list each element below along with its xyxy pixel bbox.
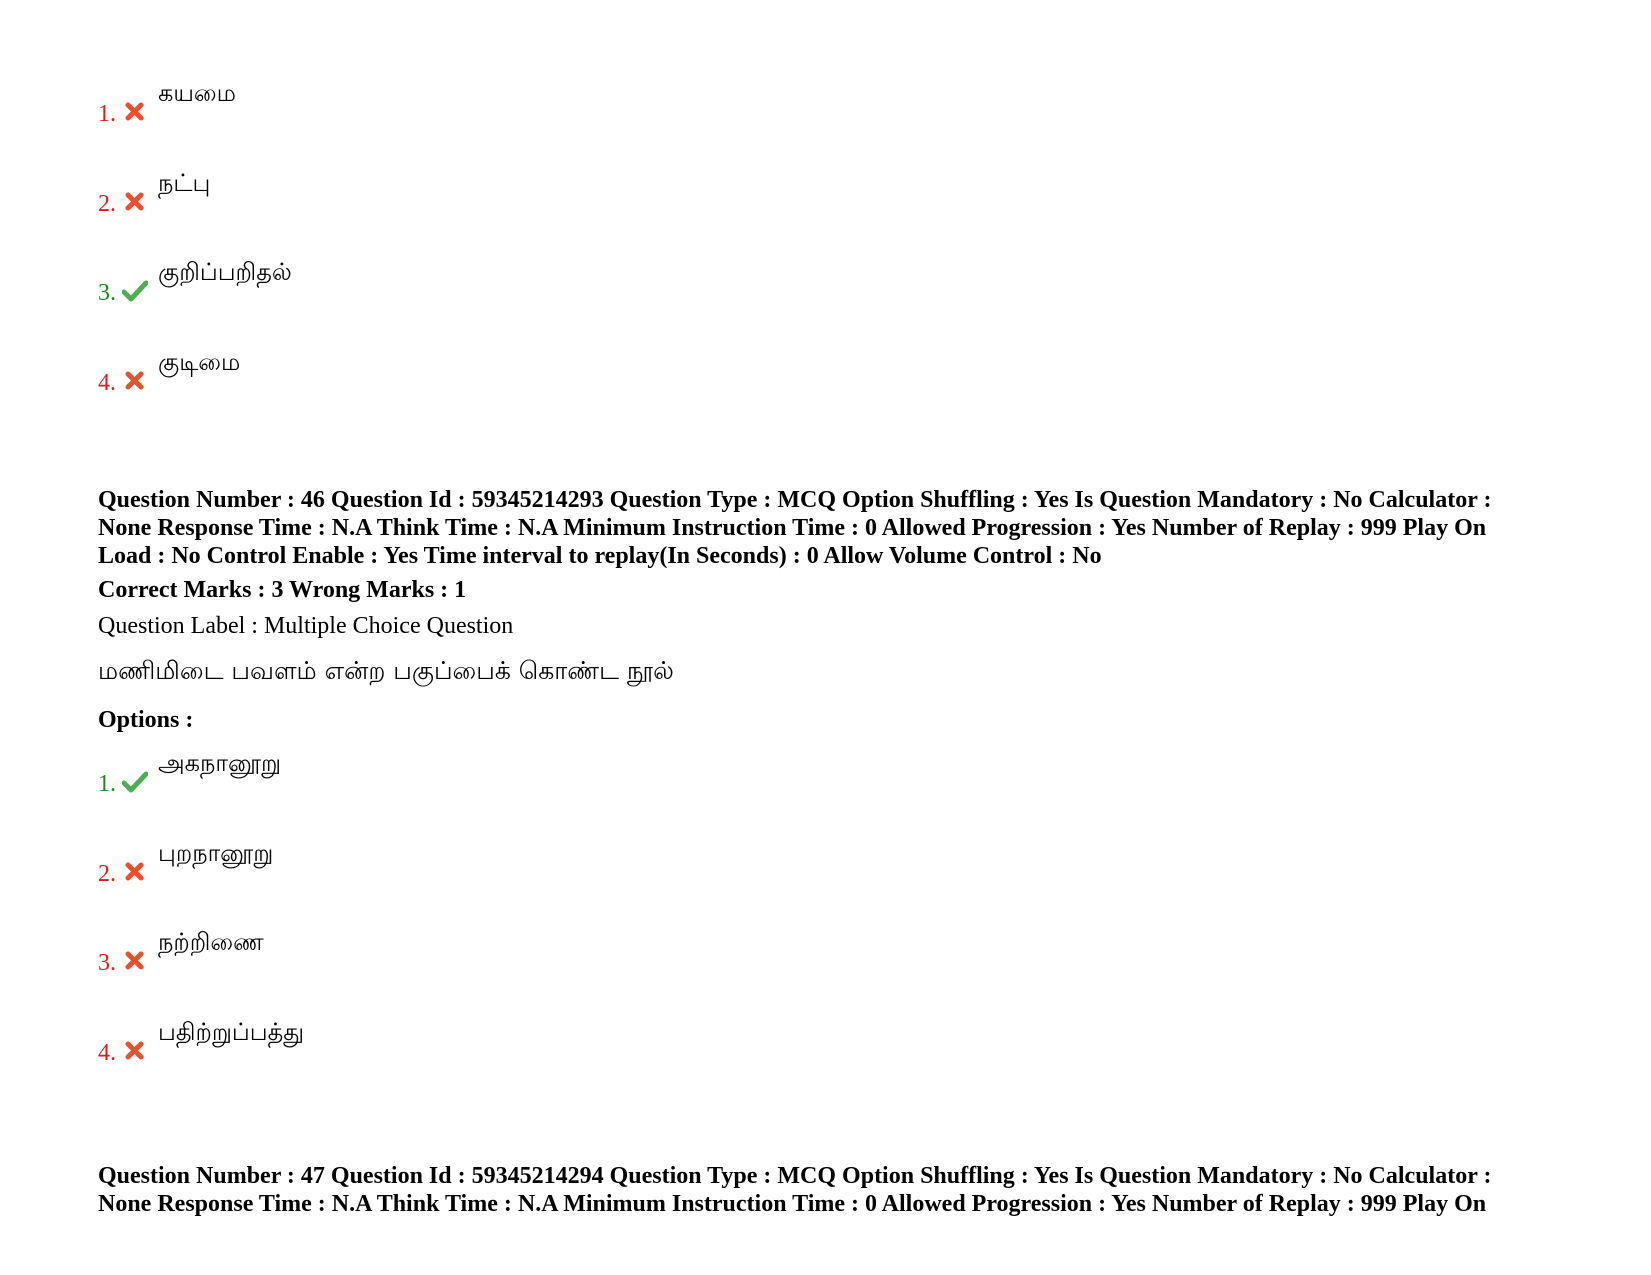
option-text: அகநானூறு — [158, 749, 282, 777]
option-number: 2. — [98, 191, 116, 217]
option-text: நற்றிணை — [158, 928, 264, 956]
option-number: 3. — [98, 950, 116, 976]
meta-line: None Response Time : N.A Think Time : N.A Minimum Instruction Time : 0 Allowed Progression : Yes Number of Replay : 999 Play On — [98, 515, 1487, 541]
q46-option-2 — [98, 838, 698, 898]
prev-option-2 — [98, 168, 698, 228]
check-icon — [122, 770, 148, 794]
option-number: 1. — [98, 771, 116, 797]
question-46-marks: Correct Marks : 3 Wrong Marks : 1 — [98, 577, 467, 603]
option-text: பதிற்றுப்பத்து — [158, 1018, 305, 1046]
option-text: புறநானூறு — [158, 839, 274, 867]
q46-option-4 — [98, 1017, 698, 1077]
option-number: 4. — [98, 1040, 116, 1066]
meta-line: None Response Time : N.A Think Time : N.A Minimum Instruction Time : 0 Allowed Progression : Yes Number of Replay : 999 Play On — [98, 1191, 1487, 1217]
q46-option-1 — [98, 748, 698, 808]
option-text: கயமை — [158, 79, 236, 107]
question-46-text: மணிமிடை பவளம் என்ற பகுப்பைக் கொண்ட நூல் — [98, 656, 674, 685]
prev-option-4 — [98, 347, 698, 407]
option-text: குடிமை — [158, 348, 241, 376]
meta-line: Question Number : 46 Question Id : 59345214293 Question Type : MCQ Option Shuffling : Yes Is Question Mandatory : No Calculator : — [98, 487, 1492, 513]
option-number: 1. — [98, 101, 116, 127]
question-46-label: Question Label : Multiple Choice Question — [98, 613, 514, 639]
cross-icon — [122, 1039, 148, 1063]
q46-option-3 — [98, 927, 698, 987]
options-heading: Options : — [98, 707, 194, 733]
cross-icon — [122, 190, 148, 214]
meta-line: Question Number : 47 Question Id : 59345214294 Question Type : MCQ Option Shuffling : Yes Is Question Mandatory : No Calculator : — [98, 1163, 1492, 1189]
option-number: 2. — [98, 861, 116, 887]
option-number: 3. — [98, 280, 116, 306]
cross-icon — [122, 369, 148, 393]
option-text: நட்பு — [158, 169, 211, 197]
cross-icon — [122, 100, 148, 124]
question-46-meta — [98, 486, 1568, 570]
prev-option-3 — [98, 257, 698, 317]
check-icon — [122, 279, 148, 303]
cross-icon — [122, 949, 148, 973]
cross-icon — [122, 860, 148, 884]
option-number: 4. — [98, 370, 116, 396]
meta-line: Load : No Control Enable : Yes Time interval to replay(In Seconds) : 0 Allow Volume Control : No — [98, 543, 1102, 569]
prev-option-1 — [98, 78, 698, 138]
option-text: குறிப்பறிதல் — [158, 258, 292, 286]
question-47-meta — [98, 1162, 1568, 1218]
